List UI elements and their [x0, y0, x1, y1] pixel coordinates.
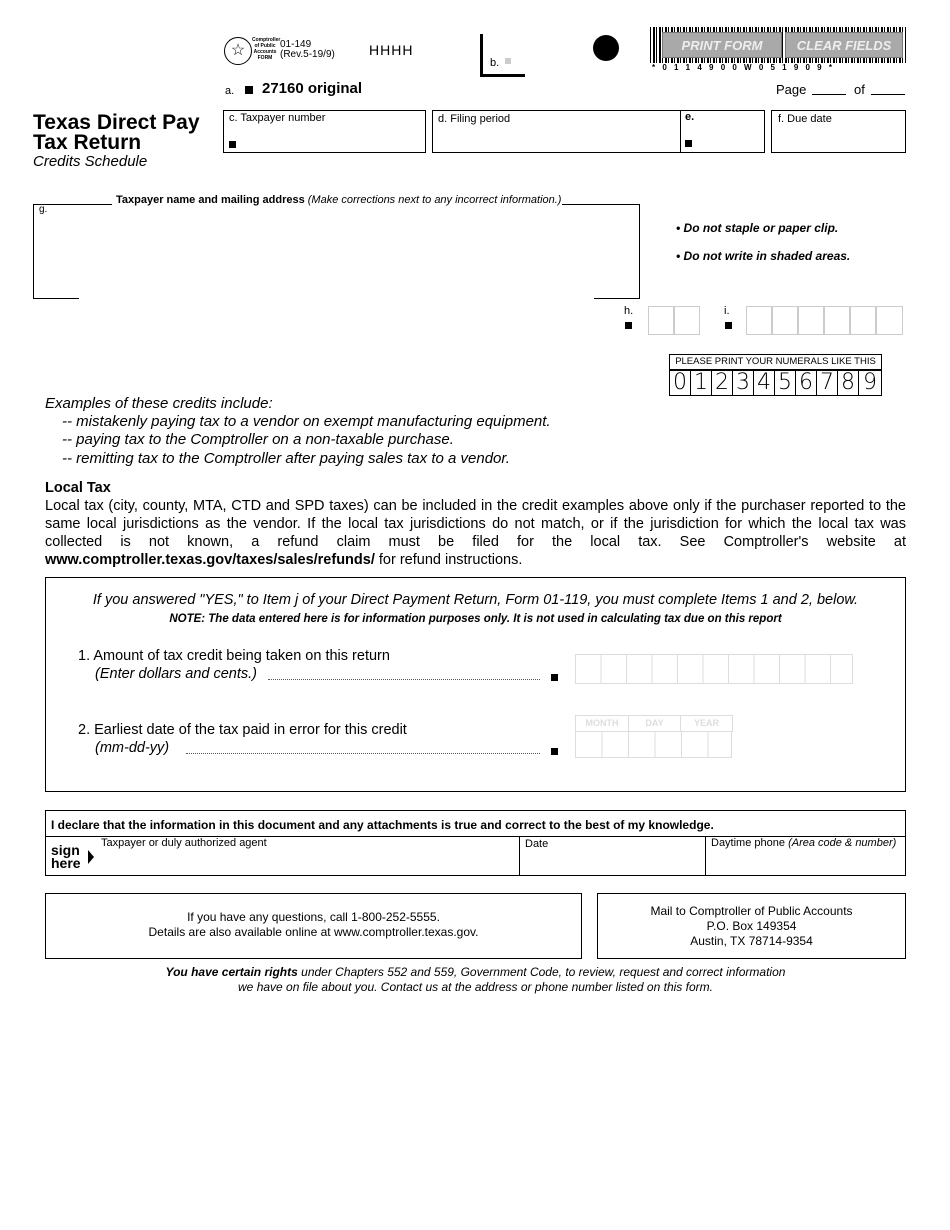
example-item: -- mistakenly paying tax to a vendor on exempt manufacturing equipment. [62, 413, 551, 430]
rights-line1-rest: under Chapters 552 and 559, Government Code, to review, request and correct information [297, 965, 786, 979]
date-month-header: MONTH [575, 715, 629, 732]
notice-no-staple: • Do not staple or paper clip. [676, 221, 839, 235]
item2-marker [551, 748, 558, 755]
rights-bold: You have certain rights [165, 965, 298, 979]
form-title-line2: Tax Return [33, 131, 142, 154]
date-year-header: YEAR [680, 715, 733, 732]
notice-no-staple-text: Do not staple or paper clip. [683, 221, 839, 235]
rights-notice [45, 965, 906, 995]
item-g-label: g. [39, 204, 48, 215]
item2-sublabel: (mm-dd-yy) [95, 740, 170, 756]
direct-payment-note: NOTE: The data entered here is for information purposes only. It is not used in calculating tax due on this report [169, 613, 782, 625]
item1-sublabel: (Enter dollars and cents.) [95, 666, 257, 682]
item-a-label: a. [225, 85, 235, 97]
mail-to-box [597, 893, 906, 959]
date-field[interactable] [519, 837, 706, 875]
example-item: -- remitting tax to the Comptroller after paying sales tax to a vendor. [62, 450, 510, 467]
numeral-sample: 3 [732, 370, 754, 396]
mail-to-line2: P.O. Box 149354 [706, 919, 797, 933]
item-h-cell-2[interactable] [674, 306, 700, 335]
address-label: Taxpayer name and mailing address [116, 194, 305, 206]
due-date-label: f. Due date [778, 113, 832, 125]
clear-fields-button[interactable]: CLEAR FIELDS [785, 32, 903, 58]
form-revision: (Rev.5-19/9) [280, 49, 335, 60]
item1-marker [551, 674, 558, 681]
rights-line1 [45, 965, 906, 980]
address-label-note: (Make corrections next to any incorrect information.) [307, 194, 562, 206]
phone-field[interactable] [705, 837, 906, 875]
item2-label: 2. Earliest date of the tax paid in error for this credit [78, 722, 407, 738]
item-i-cell-4[interactable] [824, 306, 850, 335]
date-label: Date [525, 838, 549, 850]
earliest-date-field[interactable] [575, 731, 732, 758]
taxpayer-number-field[interactable] [223, 110, 426, 153]
address-bottom-border-left [34, 298, 79, 299]
phone-label-text: Daytime phone [711, 837, 785, 849]
notice-no-shaded: • Do not write in shaded areas. [676, 249, 851, 263]
contact-phone-line: If you have any questions, call 1-800-252-5555. [187, 910, 440, 924]
numeral-sample: 4 [753, 370, 775, 396]
sign-arrow-icon [88, 850, 94, 864]
local-tax-text: Local tax (city, county, MTA, CTD and SPD taxes) can be included in the credit examples above only if the purchaser reported to the same local jurisdictions as the vendor. If the local tax jurisdictions do not match, or if the jurisdiction for which the local tax was collected is not known, a refund claim must be filed for the local tax. See Comptroller's website at [45, 498, 906, 550]
item2-leader [186, 753, 540, 754]
taxpayer-number-label: c. Taxpayer number [229, 112, 326, 124]
page-total-field[interactable] [871, 94, 905, 95]
mail-to-line1: Mail to Comptroller of Public Accounts [650, 904, 853, 918]
local-tax-body [45, 497, 906, 569]
sign-here-label [51, 844, 81, 870]
barcode-text: * 0 1 1 4 9 0 0 W 0 5 1 9 0 9 * [652, 63, 835, 72]
numeral-sample: 5 [774, 370, 796, 396]
local-tax-tail: for refund instructions. [374, 552, 523, 568]
registration-dot [593, 35, 619, 61]
item-b-bracket [480, 34, 525, 77]
item-i-cell-6[interactable] [876, 306, 903, 335]
rights-line2: we have on file about you. Contact us at the address or phone number listed on this form. [238, 980, 713, 994]
agency-logo-text: Comptroller of Public Accounts FORM [252, 37, 281, 61]
declaration-statement: I declare that the information in this document and any attachments is true and correct to the best of my knowledge. [51, 818, 714, 832]
numeral-sample: 1 [690, 370, 712, 396]
declaration-section [45, 810, 906, 876]
item-i-label: i. [724, 305, 730, 317]
form-subtitle: Credits Schedule [33, 153, 148, 170]
item-i-cell-5[interactable] [850, 306, 876, 335]
here-text: here [51, 855, 81, 871]
due-date-field[interactable] [771, 110, 906, 153]
contact-info-box [45, 893, 582, 959]
item1-label: 1. Amount of tax credit being taken on this return [78, 648, 390, 664]
numeral-sample: 7 [816, 370, 838, 396]
form-code: HHHH [369, 42, 414, 58]
agent-label: Taxpayer or duly authorized agent [101, 837, 267, 849]
item-i-cell-1[interactable] [746, 306, 772, 335]
numerals-guide-caption: PLEASE PRINT YOUR NUMERALS LIKE THIS [669, 354, 882, 370]
local-tax-heading: Local Tax [45, 480, 111, 496]
form-number: 01-149 [280, 39, 312, 50]
item-b-marker [505, 58, 511, 64]
page-of-label: of [854, 82, 865, 97]
taxpayer-number-marker [229, 141, 236, 148]
item-i-cell-2[interactable] [772, 306, 798, 335]
item-h-cell-1[interactable] [648, 306, 674, 335]
item-i-cell-3[interactable] [798, 306, 824, 335]
numeral-sample: 8 [837, 370, 859, 396]
filing-period-label: d. Filing period [438, 113, 511, 125]
notice-no-shaded-text: Do not write in shaded areas. [683, 249, 851, 263]
item-e-label: e. [685, 111, 695, 123]
date-day-header: DAY [628, 715, 681, 732]
item-h-label: h. [624, 305, 634, 317]
item-e-marker [685, 140, 692, 147]
filing-period-field[interactable] [432, 110, 765, 153]
direct-payment-section [45, 577, 906, 792]
item-e-divider [680, 110, 681, 153]
address-block[interactable] [33, 204, 640, 299]
tax-credit-amount-field[interactable] [575, 654, 853, 684]
item-h-marker [625, 322, 632, 329]
item-a-value: 27160 original [262, 80, 363, 97]
contact-web-line: Details are also available online at www.comptroller.texas.gov. [148, 925, 479, 939]
item-i-marker [725, 322, 732, 329]
item1-leader [268, 679, 540, 680]
refunds-url[interactable]: www.comptroller.texas.gov/taxes/sales/refunds/ [45, 552, 375, 568]
item-a-marker [245, 86, 253, 94]
phone-label [711, 837, 896, 849]
example-item: -- paying tax to the Comptroller on a non-taxable purchase. [62, 431, 454, 448]
numeral-sample: 9 [858, 370, 882, 396]
phone-label-note: (Area code & number) [788, 837, 897, 849]
agent-signature-field[interactable] [96, 837, 519, 875]
address-top-border-right [562, 204, 639, 205]
direct-payment-instruction: If you answered "YES," to Item j of your Direct Payment Return, Form 01-119, you must complete Items 1 and 2, below. [92, 592, 859, 608]
form-title-line1: Texas Direct Pay [33, 111, 200, 134]
numeral-sample: 6 [795, 370, 817, 396]
address-bottom-border-right [594, 298, 639, 299]
address-block-title [116, 194, 561, 206]
page-label: Page [776, 82, 807, 97]
item-b-label: b. [490, 57, 500, 69]
comptroller-seal-logo: ☆ [224, 37, 252, 65]
print-form-button[interactable]: PRINT FORM [662, 32, 782, 58]
examples-heading: Examples of these credits include: [45, 395, 273, 412]
sign-text: sign [51, 842, 80, 858]
numeral-sample: 0 [669, 370, 691, 396]
mail-to-line3: Austin, TX 78714-9354 [690, 934, 813, 948]
numeral-sample: 2 [711, 370, 733, 396]
page-number-field[interactable] [812, 94, 846, 95]
